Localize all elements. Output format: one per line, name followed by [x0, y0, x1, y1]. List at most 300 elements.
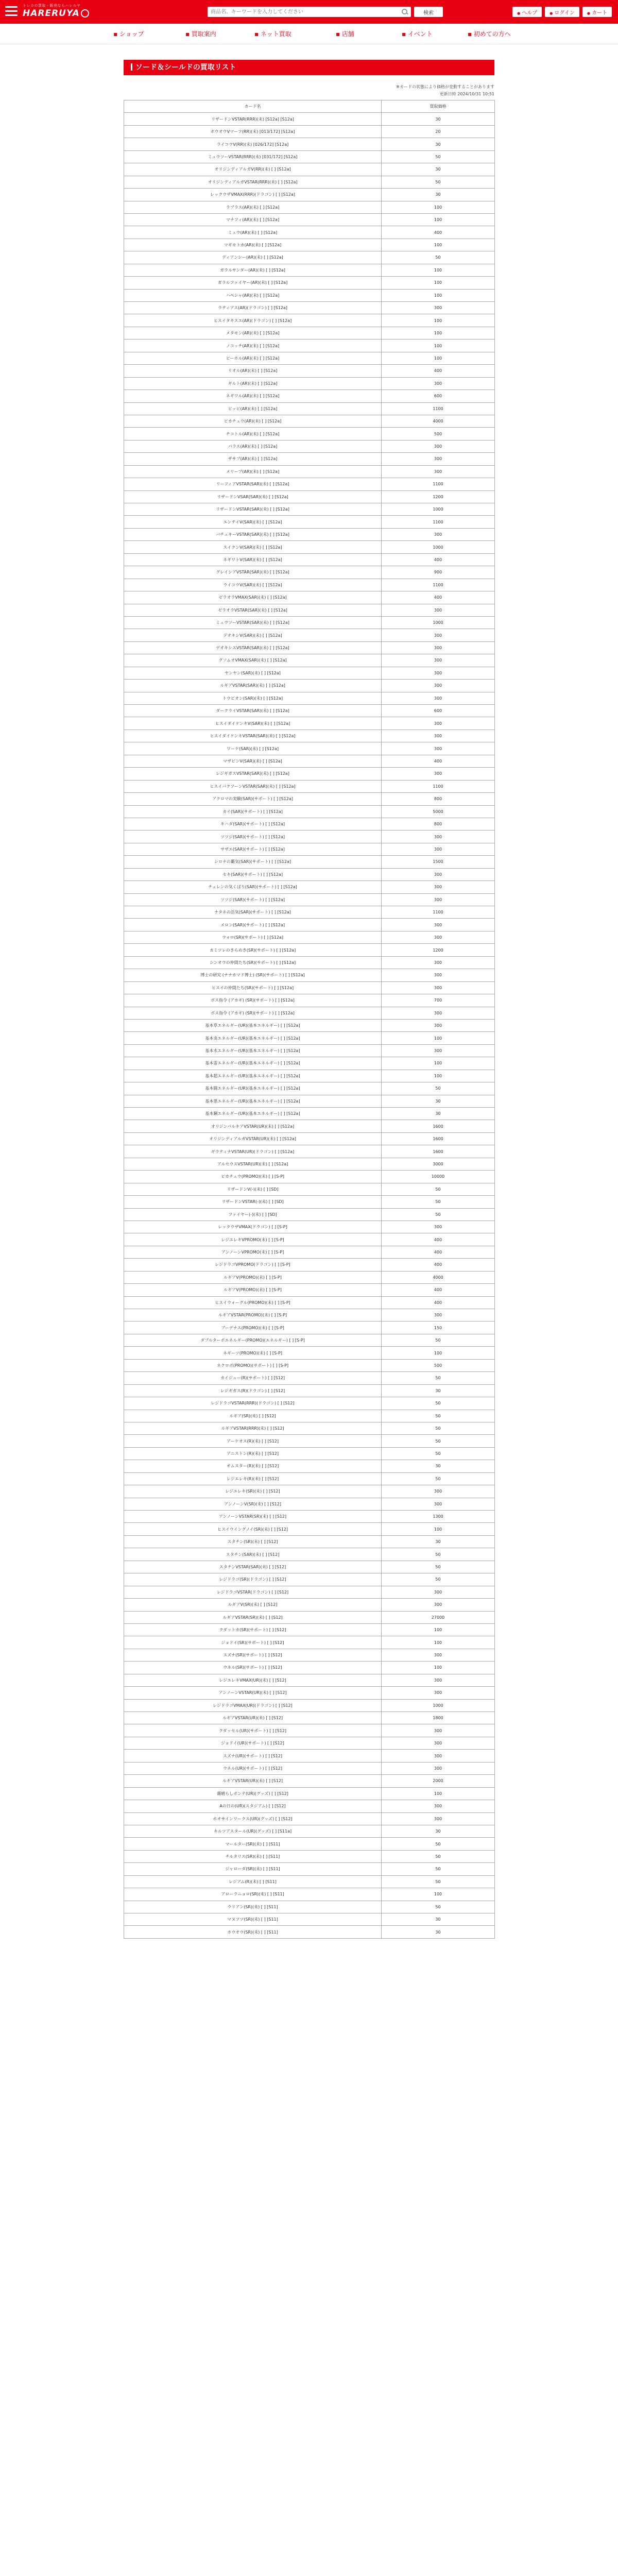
price-cell: 100: [382, 1888, 495, 1901]
price-cell: 50: [382, 1548, 495, 1561]
price-cell: 400: [382, 1284, 495, 1296]
table-row: [124, 1775, 495, 1787]
card-name-cell: ラブラス(AR)(未) [ ] [S12a]: [124, 201, 382, 213]
price-cell: 50: [382, 176, 495, 188]
card-name-cell: アンノーンVSTAR(UR)(未) [ ] [S12]: [124, 1687, 382, 1699]
card-name-cell: ヒスイダイケンキV(SAR)(未) [ ] [S12a]: [124, 717, 382, 730]
card-name-cell: アニストン(R)(未) [ ] [S12]: [124, 1447, 382, 1460]
price-cell: 150: [382, 1321, 495, 1334]
table-row: [124, 1397, 495, 1410]
price-cell: 100: [382, 239, 495, 251]
price-cell: 300: [382, 956, 495, 969]
table-row: [124, 768, 495, 780]
price-cell: 100: [382, 340, 495, 352]
price-cell: 300: [382, 868, 495, 880]
table-row: [124, 793, 495, 805]
table-body: [124, 113, 495, 1938]
card-name-cell: ルギアVSTAR(UR)(未) [ ] [S12]: [124, 1712, 382, 1724]
table-row: [124, 1435, 495, 1447]
column-header-card-name: カード名: [124, 100, 382, 113]
table-row: [124, 264, 495, 276]
price-cell: 300: [382, 453, 495, 465]
card-name-cell: ボス指令 (アカギ) (SR)(サポート) [ ] [S12a]: [124, 1007, 382, 1019]
card-name-cell: 基本水エネルギー(UR)(基本エネルギー) [ ] [S12a]: [124, 1044, 382, 1057]
table-row: [124, 125, 495, 138]
price-cell: 100: [382, 352, 495, 364]
price-cell: 400: [382, 591, 495, 604]
card-name-cell: エンテイV(SAR)(未) [ ] [S12a]: [124, 516, 382, 528]
table-row: [124, 150, 495, 163]
card-name-cell: ノコッチ(AR)(未) [ ] [S12a]: [124, 340, 382, 352]
price-cell: 50: [382, 251, 495, 264]
search-input[interactable]: [208, 7, 401, 16]
table-row: [124, 226, 495, 239]
cart-button[interactable]: ● カート: [582, 7, 612, 17]
card-name-cell: キハダ(SAR)(サポート) [ ] [S12a]: [124, 818, 382, 830]
table-row: [124, 1926, 495, 1938]
table-row: [124, 1384, 495, 1397]
card-name-cell: アンノーンVSTAR(SR)(未) [ ] [S12]: [124, 1511, 382, 1523]
table-row: [124, 1623, 495, 1636]
table-row: [124, 553, 495, 566]
table-row: [124, 1057, 495, 1070]
card-name-cell: ルギアV(SR)(未) [ ] [S12]: [124, 1599, 382, 1611]
table-row: [124, 1674, 495, 1686]
table-row: [124, 1321, 495, 1334]
table-row: [124, 213, 495, 226]
card-name-cell: アルセウスVSTAR(UR)(未) [ ] [S12a]: [124, 1158, 382, 1170]
table-row: [124, 893, 495, 906]
nav-stores[interactable]: ■ 店舗: [309, 24, 381, 44]
card-name-cell: マナフィ(AR)(未) [ ] [S12a]: [124, 213, 382, 226]
table-row: [124, 1460, 495, 1472]
price-cell: 1300: [382, 1511, 495, 1523]
table-row: [124, 969, 495, 981]
card-name-cell: メタモン(AR)(未) [ ] [S12a]: [124, 327, 382, 339]
table-row: [124, 1095, 495, 1107]
card-name-cell: 博士の研究 (ナナカマド博士) (SR)(サポート) [ ] [S12a]: [124, 969, 382, 981]
price-cell: 5000: [382, 805, 495, 818]
card-name-cell: レックウザVMAX(ドラゴン) [ ] [S-P]: [124, 1221, 382, 1233]
price-note: ※カードの状態により価格が変動することがあります: [396, 84, 494, 89]
card-name-cell: トウビオン(SAR)(未) [ ] [S12a]: [124, 692, 382, 704]
price-cell: 300: [382, 604, 495, 616]
card-name-cell: ハペシャ(AR)(未) [ ] [S12a]: [124, 289, 382, 301]
table-row: [124, 541, 495, 553]
table-row: [124, 1447, 495, 1460]
table-row: [124, 1044, 495, 1057]
search-box: [208, 7, 411, 17]
nav-events[interactable]: ■ イベント: [381, 24, 453, 44]
table-row: [124, 1863, 495, 1875]
card-name-cell: マールター(SR)(未) [ ] [S11]: [124, 1838, 382, 1850]
price-cell: 50: [382, 1472, 495, 1485]
table-row: [124, 1913, 495, 1926]
price-cell: 300: [382, 881, 495, 893]
price-cell: 300: [382, 1724, 495, 1737]
card-name-cell: スズナ(SR)(サポート) [ ] [S12]: [124, 1649, 382, 1661]
card-name-cell: デオキシスVSTAR(SAR)(未) [ ] [S12a]: [124, 641, 382, 654]
card-name-cell: チコトル(AR)(未) [ ] [S12a]: [124, 428, 382, 440]
price-cell: 300: [382, 1687, 495, 1699]
card-name-cell: ネギーツ(PROMO)(未) [ ] [S-P]: [124, 1347, 382, 1359]
card-name-cell: オリジンディアルガVSTAR(RRR)(未) [ ] [S12a]: [124, 176, 382, 188]
card-name-cell: アンノーンV(SR)(未) [ ] [S12]: [124, 1498, 382, 1510]
table-row: [124, 931, 495, 943]
table-row: [124, 881, 495, 893]
table-row: [124, 176, 495, 188]
nav-net-buyback[interactable]: ■ ネット買取: [237, 24, 309, 44]
price-cell: 300: [382, 1019, 495, 1031]
card-name-cell: ヒスイダイケンキVSTAR(SAR)(未) [ ] [S12a]: [124, 730, 382, 742]
price-cell: 50: [382, 1397, 495, 1410]
price-cell: 1100: [382, 906, 495, 919]
table-row: [124, 818, 495, 830]
price-cell: 30: [382, 1460, 495, 1472]
price-cell: 10000: [382, 1171, 495, 1183]
card-name-cell: レジエレキVMAX(UR)(未) [ ] [S12]: [124, 1674, 382, 1686]
price-cell: 1600: [382, 1145, 495, 1158]
table-row: [124, 1208, 495, 1221]
table-row: [124, 1120, 495, 1132]
card-name-cell: マギモトカ(AR)(未) [ ] [S12a]: [124, 239, 382, 251]
price-cell: 300: [382, 1762, 495, 1774]
card-name-cell: ルギアVSTAR(PROMO)(未) [ ] [S-P]: [124, 1309, 382, 1321]
table-row: [124, 415, 495, 427]
card-name-cell: ミュウツーVSTAR(SAR)(未) [ ] [S12a]: [124, 616, 382, 629]
table-row: [124, 1347, 495, 1359]
card-name-cell: リザードンVSTAR(SAR)(未) [ ] [S12a]: [124, 503, 382, 516]
price-cell: 1000: [382, 503, 495, 516]
price-cell: 300: [382, 1221, 495, 1233]
card-name-cell: レジドラゴVSTAR(RRR)(ドラゴン) [ ] [S12]: [124, 1397, 382, 1410]
card-name-cell: ガラルサンダー(AR)(未) [ ] [S12a]: [124, 264, 382, 276]
table-row: [124, 1586, 495, 1598]
table-header-row: [124, 100, 495, 113]
table-row: [124, 402, 495, 415]
table-row: [124, 1196, 495, 1208]
table-row: [124, 1649, 495, 1661]
price-cell: 100: [382, 1347, 495, 1359]
table-row: [124, 1145, 495, 1158]
nav-buyback-guide[interactable]: ■ 買取案内: [165, 24, 237, 44]
price-cell: 100: [382, 327, 495, 339]
table-row: [124, 251, 495, 264]
card-name-cell: マヌフツ(SR)(未) [ ] [S11]: [124, 1913, 382, 1926]
price-cell: 30: [382, 1535, 495, 1548]
price-cell: 20: [382, 125, 495, 138]
card-name-cell: 基本雷エネルギー(UR)(基本エネルギー) [ ] [S12a]: [124, 1057, 382, 1070]
table-row: [124, 1611, 495, 1623]
price-cell: 100: [382, 1523, 495, 1535]
table-row: [124, 1498, 495, 1510]
table-row: [124, 377, 495, 389]
price-cell: 400: [382, 553, 495, 566]
card-name-cell: ブーデナス(PROMO)(未) [ ] [S-P]: [124, 1321, 382, 1334]
table-row: [124, 1750, 495, 1762]
table-row: [124, 1825, 495, 1837]
price-cell: 300: [382, 1599, 495, 1611]
table-row: [124, 1233, 495, 1246]
table-row: [124, 1032, 495, 1044]
price-cell: 50: [382, 1372, 495, 1384]
price-cell: 300: [382, 1750, 495, 1762]
price-cell: 100: [382, 213, 495, 226]
table-row: [124, 327, 495, 339]
card-name-cell: リザードンVSTAR(RRR)(未) [S12a] [S12a]: [124, 113, 382, 125]
table-row: [124, 428, 495, 440]
card-name-cell: ジャローダ(SR)(未) [ ] [S11]: [124, 1863, 382, 1875]
table-row: [124, 1535, 495, 1548]
table-row: [124, 1334, 495, 1346]
table-row: [124, 352, 495, 364]
price-cell: 300: [382, 717, 495, 730]
help-button[interactable]: ● ヘルプ: [512, 7, 542, 17]
price-cell: 300: [382, 528, 495, 540]
card-name-cell: クダッセル(UR)(サポート) [ ] [S12]: [124, 1724, 382, 1737]
price-cell: 300: [382, 1737, 495, 1749]
search-icon[interactable]: [401, 8, 409, 16]
price-cell: 300: [382, 919, 495, 931]
card-name-cell: シンオウの仲間たち(SR)(サポート) [ ] [S12a]: [124, 956, 382, 969]
price-cell: 400: [382, 365, 495, 377]
card-name-cell: キルツアスタール(UR)(グッズ) [ ] [S11a]: [124, 1825, 382, 1837]
table-row: [124, 1573, 495, 1586]
table-row: [124, 680, 495, 692]
price-cell: 50: [382, 1334, 495, 1346]
price-cell: 300: [382, 302, 495, 314]
table-row: [124, 994, 495, 1007]
price-cell: 400: [382, 1246, 495, 1258]
price-cell: 100: [382, 289, 495, 301]
table-row: [124, 528, 495, 540]
card-name-cell: アーケオス(R)(未) [ ] [S12]: [124, 1435, 382, 1447]
card-name-cell: アンノーンVPROMO(未) [ ] [S-P]: [124, 1246, 382, 1258]
card-name-cell: ネクロボ(PROMO)(サポート) [ ] [S-P]: [124, 1359, 382, 1371]
price-cell: 300: [382, 981, 495, 994]
price-cell: 100: [382, 1662, 495, 1674]
nav-shop[interactable]: ■ ショップ: [93, 24, 165, 44]
logo-text: HARERUYA: [23, 8, 80, 19]
price-cell: 50: [382, 1435, 495, 1447]
card-name-cell: レジエレキ(SR)(未) [ ] [S12]: [124, 1485, 382, 1498]
table-row: [124, 1309, 495, 1321]
card-name-cell: ヒスイタキスエ(AR)(ドラゴン) [ ] [S12a]: [124, 314, 382, 327]
price-cell: 4000: [382, 415, 495, 427]
card-name-cell: ゼラオラVSTAR(SAR)(未) [ ] [S12a]: [124, 604, 382, 616]
table-row: [124, 566, 495, 579]
card-name-cell: レックウザVMAX(RRR)(ドラゴン) [ ] [S12a]: [124, 189, 382, 201]
card-name-cell: ヒスイバクフーンVSTAR(SAR)(未) [ ] [S12a]: [124, 780, 382, 792]
card-name-cell: セキ(SAR)(サポート) [ ] [S12a]: [124, 868, 382, 880]
table-row: [124, 1372, 495, 1384]
table-row: [124, 277, 495, 289]
table-row: [124, 1070, 495, 1082]
table-row: [124, 465, 495, 478]
nav-beginners[interactable]: ■ 初めての方へ: [453, 24, 525, 44]
table-row: [124, 1850, 495, 1862]
table-row: [124, 692, 495, 704]
card-name-cell: ジョドイ(SR)(サポート) [ ] [S12]: [124, 1636, 382, 1649]
price-cell: 300: [382, 680, 495, 692]
table-row: [124, 1007, 495, 1019]
login-button[interactable]: ● ログイン: [545, 7, 579, 17]
price-cell: 300: [382, 742, 495, 755]
table-row: [124, 1296, 495, 1309]
table-row: [124, 1246, 495, 1258]
table-row: [124, 780, 495, 792]
card-name-cell: リザードンV(-)(未) [ ] [SD]: [124, 1183, 382, 1195]
table-row: [124, 1284, 495, 1296]
price-cell: 500: [382, 428, 495, 440]
card-name-cell: ジョドイ(UR)(サポート) [ ] [S12]: [124, 1737, 382, 1749]
card-name-cell: ギラティナVSTAR(UR)(ドラゴン) [ ] [S12a]: [124, 1145, 382, 1158]
price-cell: 100: [382, 201, 495, 213]
table-row: [124, 453, 495, 465]
table-row: [124, 604, 495, 616]
price-cell: 100: [382, 1787, 495, 1800]
card-name-cell: ホウオウ(SR)(未) [ ] [S11]: [124, 1926, 382, 1938]
table-row: [124, 667, 495, 679]
card-name-cell: レジエレキVPROMO(未) [ ] [S-P]: [124, 1233, 382, 1246]
price-cell: 50: [382, 1410, 495, 1422]
card-name-cell: ネギワトV(SAR)(未) [ ] [S12a]: [124, 553, 382, 566]
card-name-cell: 基本草エネルギー(UR)(基本エネルギー) [ ] [S12a]: [124, 1019, 382, 1031]
price-cell: 1100: [382, 516, 495, 528]
site-header: [0, 0, 618, 24]
table-row: [124, 314, 495, 327]
card-name-cell: ミュウ(AR)(未) [ ] [S12a]: [124, 226, 382, 239]
card-name-cell: アローラニョロ(SR)(未) [ ] [S11]: [124, 1888, 382, 1901]
table-row: [124, 1523, 495, 1535]
price-cell: 600: [382, 390, 495, 402]
card-name-cell: ダブルターボエネルギー(PROMO)(エネルギー) [ ] [S-P]: [124, 1334, 382, 1346]
price-cell: 30: [382, 1384, 495, 1397]
table-row: [124, 1787, 495, 1800]
table-row: [124, 705, 495, 717]
price-cell: 50: [382, 1447, 495, 1460]
card-name-cell: 基本悪エネルギー(UR)(基本エネルギー) [ ] [S12a]: [124, 1095, 382, 1107]
card-name-cell: バチュキーVSTAR(SAR)(未) [ ] [S12a]: [124, 528, 382, 540]
card-name-cell: レジドラゴVPROMO(ドラゴン) [ ] [S-P]: [124, 1259, 382, 1271]
price-cell: 800: [382, 818, 495, 830]
price-cell: 100: [382, 1057, 495, 1070]
table-row: [124, 1636, 495, 1649]
table-row: [124, 1019, 495, 1031]
card-name-cell: ホウオウVマーフ(RR)(未) [013/172] [S12a]: [124, 125, 382, 138]
price-cell: 100: [382, 277, 495, 289]
table-row: [124, 1687, 495, 1699]
card-name-cell: レジアム(R)(未) [ ] [S11]: [124, 1875, 382, 1888]
main-content: [124, 60, 494, 1939]
card-name-cell: ウネル(UR)(サポート) [ ] [S12]: [124, 1762, 382, 1774]
table-row: [124, 1082, 495, 1095]
table-row: [124, 163, 495, 176]
card-name-cell: 基本超エネルギー(UR)(基本エネルギー) [ ] [S12a]: [124, 1070, 382, 1082]
price-cell: 300: [382, 893, 495, 906]
price-cell: 30: [382, 163, 495, 176]
card-name-cell: ゼラオラVMAX(SAR)(未) [ ] [S12a]: [124, 591, 382, 604]
table-row: [124, 490, 495, 503]
table-row: [124, 1132, 495, 1145]
table-row: [124, 1762, 495, 1774]
table-row: [124, 906, 495, 919]
table-row: [124, 981, 495, 994]
price-cell: 300: [382, 1586, 495, 1598]
site-logo[interactable]: [23, 3, 89, 19]
price-cell: 300: [382, 440, 495, 452]
card-name-cell: カイ(SAR)(サポート) [ ] [S12a]: [124, 805, 382, 818]
card-name-cell: ルギアVSTAR(SR)(未) [ ] [S12]: [124, 1611, 382, 1623]
column-header-price: 買取価格: [382, 100, 495, 113]
menu-icon[interactable]: [5, 6, 18, 16]
card-name-cell: ディアンシー(AR)(未) [ ] [S12a]: [124, 251, 382, 264]
price-cell: 50: [382, 1875, 495, 1888]
card-name-cell: ミュウツーVSTAR(RRR)(未) [031/172] [S12a]: [124, 150, 382, 163]
price-cell: 700: [382, 994, 495, 1007]
table-row: [124, 1158, 495, 1170]
table-row: [124, 340, 495, 352]
price-cell: 50: [382, 1183, 495, 1195]
card-name-cell: オリジンディアルガVSTAR(UR)(未) [ ] [S12a]: [124, 1132, 382, 1145]
card-name-cell: ルギアV(PROMO)(未) [ ] [S-P]: [124, 1284, 382, 1296]
table-row: [124, 503, 495, 516]
card-name-cell: ボス指令 (アカギ) (SR)(サポート) [ ] [S12a]: [124, 994, 382, 1007]
price-cell: 1000: [382, 1699, 495, 1711]
price-cell: 50: [382, 1838, 495, 1850]
card-name-cell: ライコウV(SAR)(未) [ ] [S12a]: [124, 579, 382, 591]
search-button[interactable]: 検索: [414, 7, 443, 17]
price-cell: 50: [382, 1863, 495, 1875]
price-cell: 1200: [382, 490, 495, 503]
header-actions: [512, 7, 612, 17]
table-row: [124, 1875, 495, 1888]
price-cell: 400: [382, 1259, 495, 1271]
table-row: [124, 1271, 495, 1283]
table-row: [124, 138, 495, 150]
card-name-cell: チルタリス(SR)(未) [ ] [S11]: [124, 1850, 382, 1862]
price-cell: 30: [382, 113, 495, 125]
price-cell: 300: [382, 931, 495, 943]
price-cell: 50: [382, 150, 495, 163]
price-cell: 300: [382, 1800, 495, 1812]
card-name-cell: ルギアV(PROMO)(未) [ ] [S-P]: [124, 1271, 382, 1283]
price-cell: 30: [382, 1825, 495, 1837]
price-cell: 600: [382, 705, 495, 717]
logo-mark-icon: [81, 9, 89, 18]
table-row: [124, 239, 495, 251]
price-cell: 1000: [382, 616, 495, 629]
card-name-cell: レジドラゴVSTAR(ドラゴン) [ ] [S12]: [124, 1586, 382, 1598]
price-cell: 300: [382, 831, 495, 843]
table-row: [124, 201, 495, 213]
card-name-cell: スタチン(SR)(未) [ ] [S12]: [124, 1535, 382, 1548]
table-row: [124, 1108, 495, 1120]
table-row: [124, 516, 495, 528]
price-cell: 300: [382, 1485, 495, 1498]
card-name-cell: ライコウV(RR)(未) [026/172] [S12a]: [124, 138, 382, 150]
logo-tagline: トレカの買取・販売ならハレルヤ: [23, 4, 81, 8]
price-cell: 30: [382, 138, 495, 150]
card-name-cell: スタチンVSTAR(SAR)(未) [ ] [S12]: [124, 1561, 382, 1573]
card-name-cell: ピーホル(AR)(未) [ ] [S12a]: [124, 352, 382, 364]
card-name-cell: Aの日の(UR)(スタジアム) [ ] [S12]: [124, 1800, 382, 1812]
card-name-cell: ピカチュウ(PROMO)(未) [ ] [S-P]: [124, 1171, 382, 1183]
table-row: [124, 1737, 495, 1749]
price-cell: 50: [382, 1850, 495, 1862]
price-cell: 27000: [382, 1611, 495, 1623]
card-name-cell: 基本闘エネルギー(UR)(基本エネルギー) [ ] [S12a]: [124, 1082, 382, 1095]
